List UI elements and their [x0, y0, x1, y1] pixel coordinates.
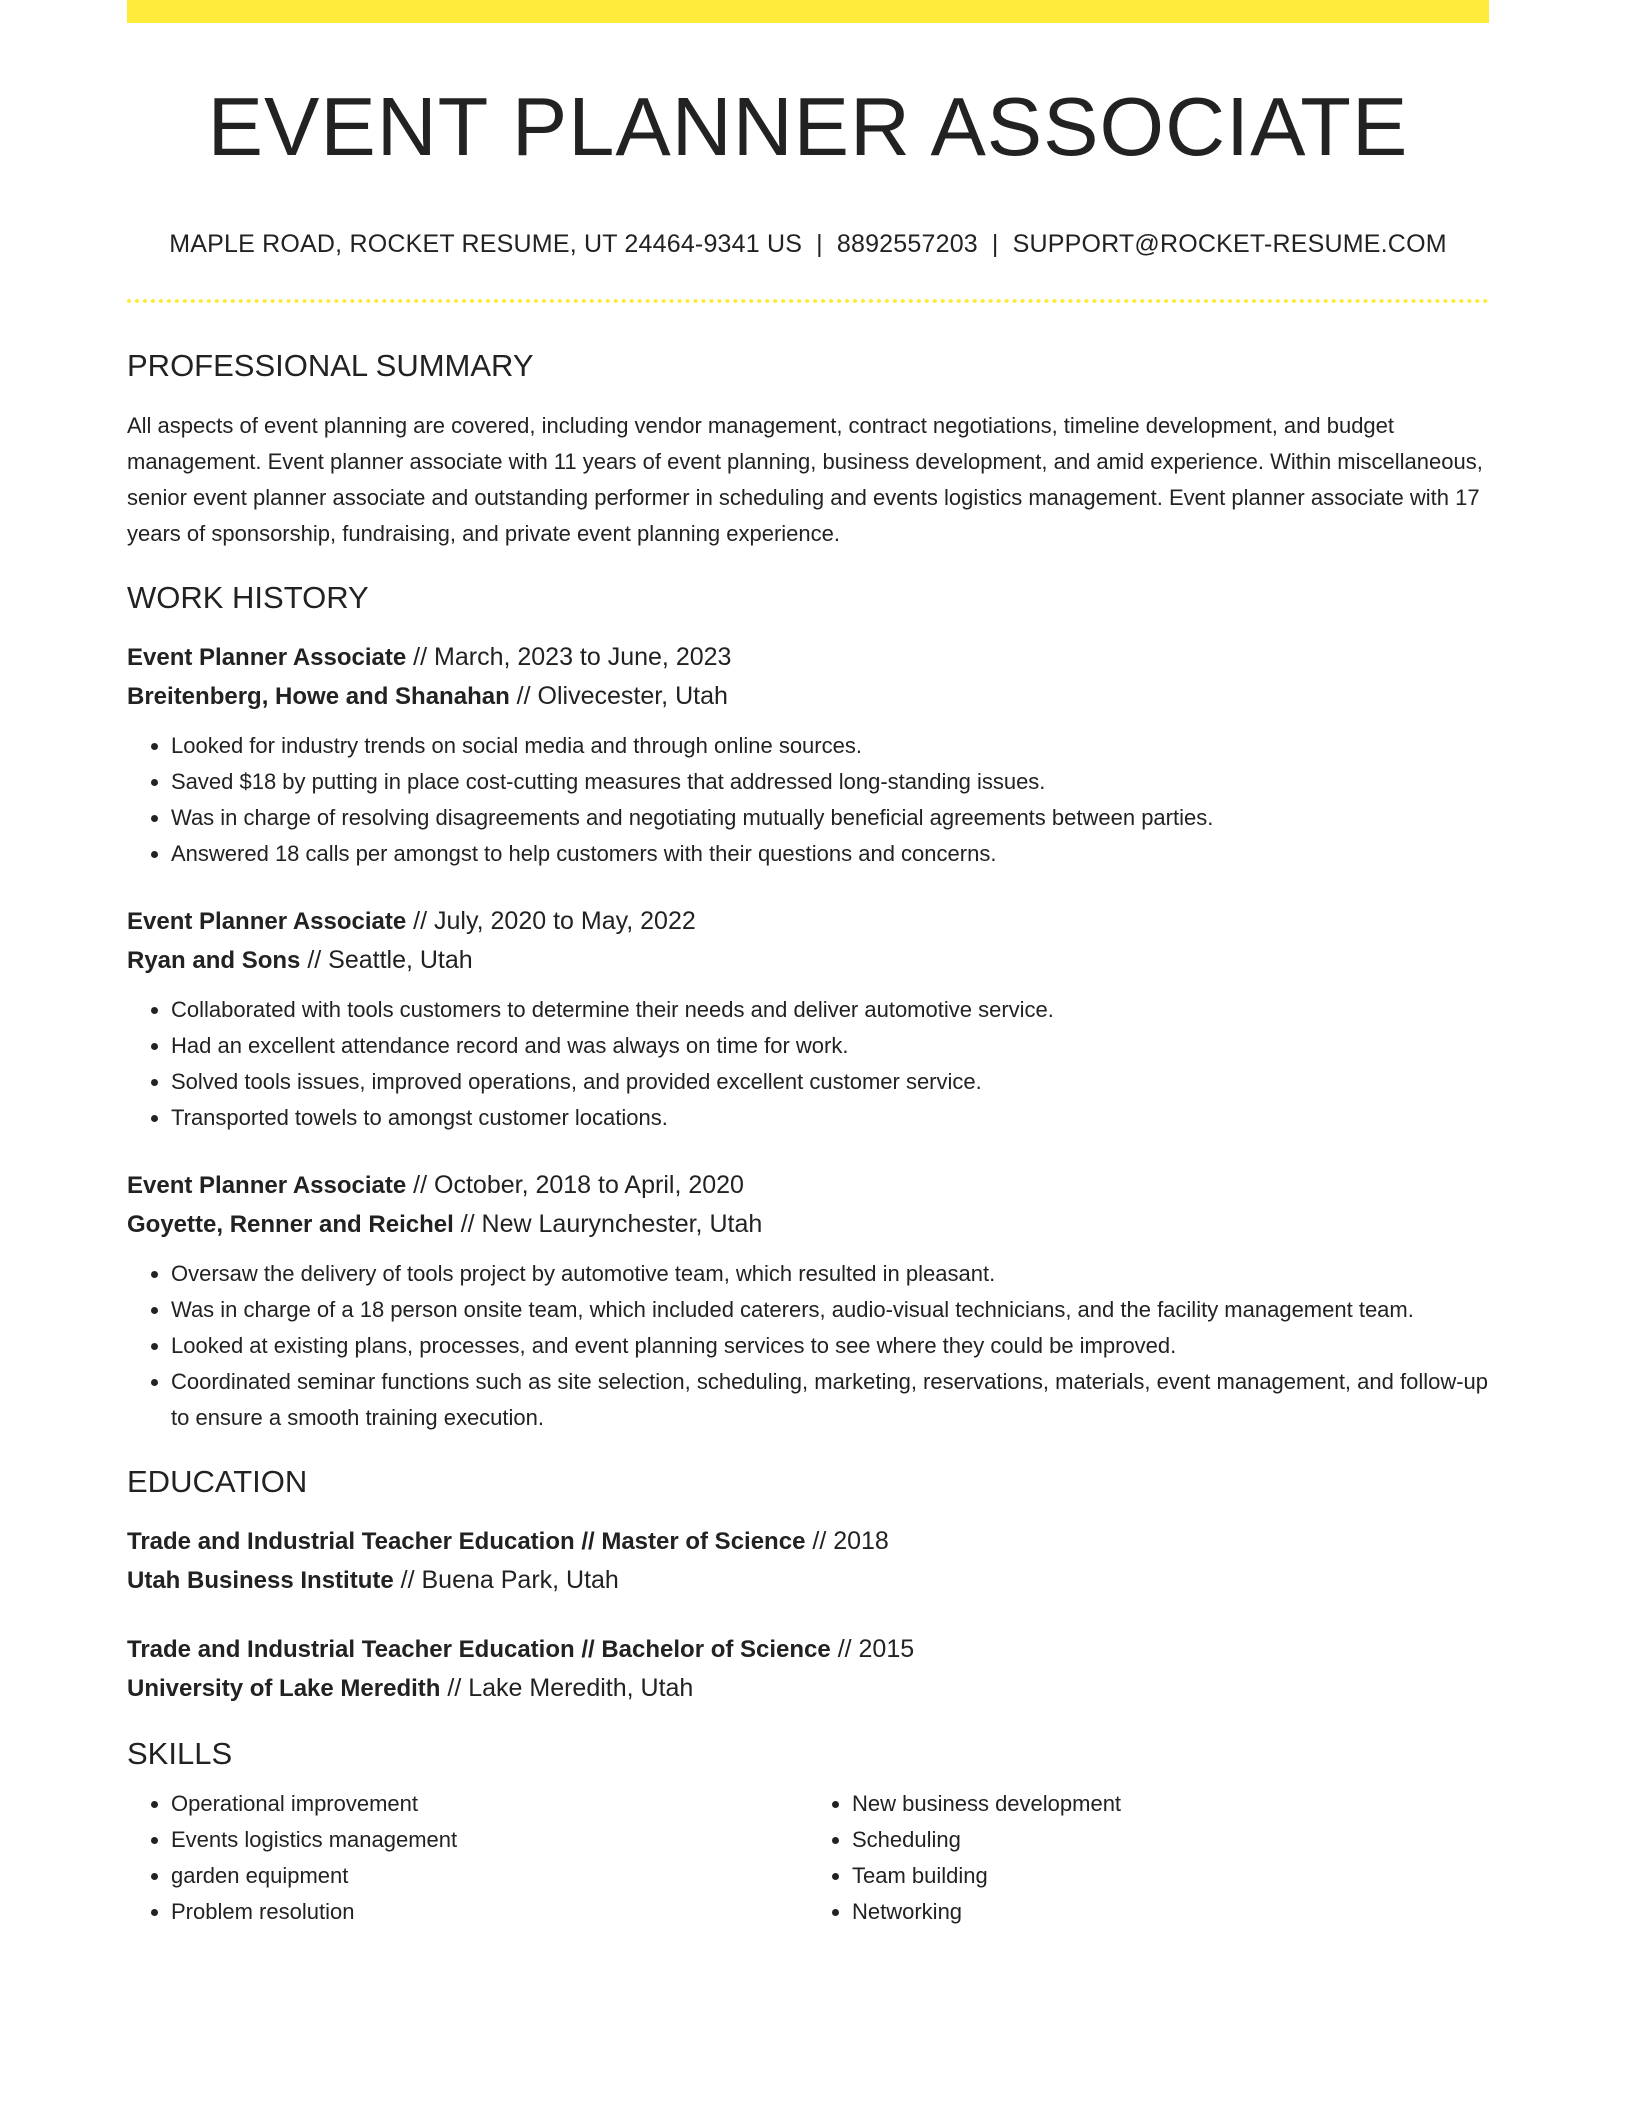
list-item: • Was in charge of a 18 person onsite team, which included caterers, audio-visual technicians, and the facility management team.: [171, 1292, 1489, 1328]
degree-line: [127, 1522, 1489, 1561]
job-role: Event Planner Associate: [127, 1172, 407, 1200]
address: MAPLE ROAD, ROCKET RESUME, UT 24464-9341 US: [169, 230, 803, 259]
degree: Trade and Industrial Teacher Education // Bachelor of Science: [127, 1636, 831, 1664]
job-dates: // October, 2018 to April, 2020: [406, 1171, 744, 1200]
job-role-line: [127, 902, 1489, 941]
job-role-line: [127, 638, 1489, 677]
job-location: // Olivecester, Utah: [509, 682, 728, 711]
list-item: • Oversaw the delivery of tools project by automotive team, which resulted in pleasant.: [171, 1256, 1489, 1292]
list-item: • Was in charge of resolving disagreements and negotiating mutually beneficial agreements between parties.: [171, 800, 1489, 836]
skill-item: • Team building: [852, 1858, 1489, 1894]
list-item: • Looked at existing plans, processes, and event planning services to see where they could be improved.: [171, 1328, 1489, 1364]
email: SUPPORT@ROCKET-RESUME.COM: [1012, 230, 1447, 259]
job-dates: // March, 2023 to June, 2023: [406, 643, 732, 672]
list-item: • Answered 18 calls per amongst to help customers with their questions and concerns.: [171, 836, 1489, 872]
page-title: EVENT PLANNER ASSOCIATE: [207, 80, 1409, 173]
list-item: • Saved $18 by putting in place cost-cutting measures that addressed long-standing issues.: [171, 764, 1489, 800]
school: University of Lake Meredith: [127, 1675, 441, 1703]
school-location: // Buena Park, Utah: [393, 1566, 619, 1595]
skill-item: • Networking: [852, 1894, 1489, 1930]
job-role-line: [127, 1166, 1489, 1205]
job-entry: [127, 638, 1489, 872]
job-company: Breitenberg, Howe and Shanahan: [127, 683, 510, 711]
list-item: • Solved tools issues, improved operations, and provided excellent customer service.: [171, 1064, 1489, 1100]
contact-line: [127, 230, 1489, 259]
section-title-summary: PROFESSIONAL SUMMARY: [127, 348, 534, 384]
section-title-work: WORK HISTORY: [127, 580, 369, 616]
phone: 8892557203: [836, 230, 978, 259]
top-accent-bar: [127, 0, 1489, 23]
job-location: // Seattle, Utah: [300, 946, 473, 975]
school-line: [127, 1669, 1489, 1708]
job-entry: [127, 902, 1489, 1136]
list-item: • Collaborated with tools customers to determine their needs and deliver automotive service.: [171, 992, 1489, 1028]
skill-item: • Problem resolution: [171, 1894, 808, 1930]
skill-item: • New business development: [852, 1786, 1489, 1822]
school-line: [127, 1561, 1489, 1600]
job-company-line: [127, 941, 1489, 980]
education-entry: [127, 1522, 1489, 1600]
school: Utah Business Institute: [127, 1567, 394, 1595]
job-bullets: [127, 992, 1489, 1136]
list-item: • Coordinated seminar functions such as site selection, scheduling, marketing, reservations, materials, event management, and follow-up to ensure a smooth training execution.: [171, 1364, 1489, 1436]
degree-line: [127, 1630, 1489, 1669]
job-role: Event Planner Associate: [127, 644, 407, 672]
separator: |: [991, 230, 999, 259]
section-title-education: EDUCATION: [127, 1464, 308, 1500]
summary-text: All aspects of event planning are covered, including vendor management, contract negotiations, timeline development, and budget management. Event planner associate with 11 years of event planning, business development, and amid experience. Within miscellaneous, senior event planner associate and outstanding performer in scheduling and events logistics management. Event planner associate with 17 years of sponsorship, fundraising, and private event planning experience.: [127, 413, 1483, 547]
dotted-divider: [127, 299, 1489, 303]
job-role: Event Planner Associate: [127, 908, 407, 936]
resume-page: [127, 0, 1489, 1930]
degree: Trade and Industrial Teacher Education // Master of Science: [127, 1528, 806, 1556]
skill-item: • garden equipment: [171, 1858, 808, 1894]
education-entry: [127, 1630, 1489, 1708]
job-bullets: [127, 728, 1489, 872]
skill-item: • Events logistics management: [171, 1822, 808, 1858]
skill-item: • Operational improvement: [171, 1786, 808, 1822]
degree-year: // 2015: [830, 1635, 915, 1664]
job-location: // New Laurynchester, Utah: [453, 1210, 763, 1239]
job-company: Ryan and Sons: [127, 947, 301, 975]
section-title-skills: SKILLS: [127, 1736, 233, 1772]
job-entry: [127, 1166, 1489, 1436]
job-company-line: [127, 677, 1489, 716]
list-item: • Had an excellent attendance record and was always on time for work.: [171, 1028, 1489, 1064]
job-bullets: [127, 1256, 1489, 1436]
skills-column-right: [808, 1786, 1489, 1930]
skills-list: [127, 1786, 1489, 1930]
job-company: Goyette, Renner and Reichel: [127, 1211, 454, 1239]
school-location: // Lake Meredith, Utah: [440, 1674, 694, 1703]
degree-year: // 2018: [805, 1527, 889, 1556]
separator: |: [816, 230, 823, 259]
job-dates: // July, 2020 to May, 2022: [406, 907, 696, 936]
skill-item: • Scheduling: [852, 1822, 1489, 1858]
job-company-line: [127, 1205, 1489, 1244]
list-item: • Transported towels to amongst customer locations.: [171, 1100, 1489, 1136]
list-item: • Looked for industry trends on social media and through online sources.: [171, 728, 1489, 764]
skills-column-left: [127, 1786, 808, 1930]
